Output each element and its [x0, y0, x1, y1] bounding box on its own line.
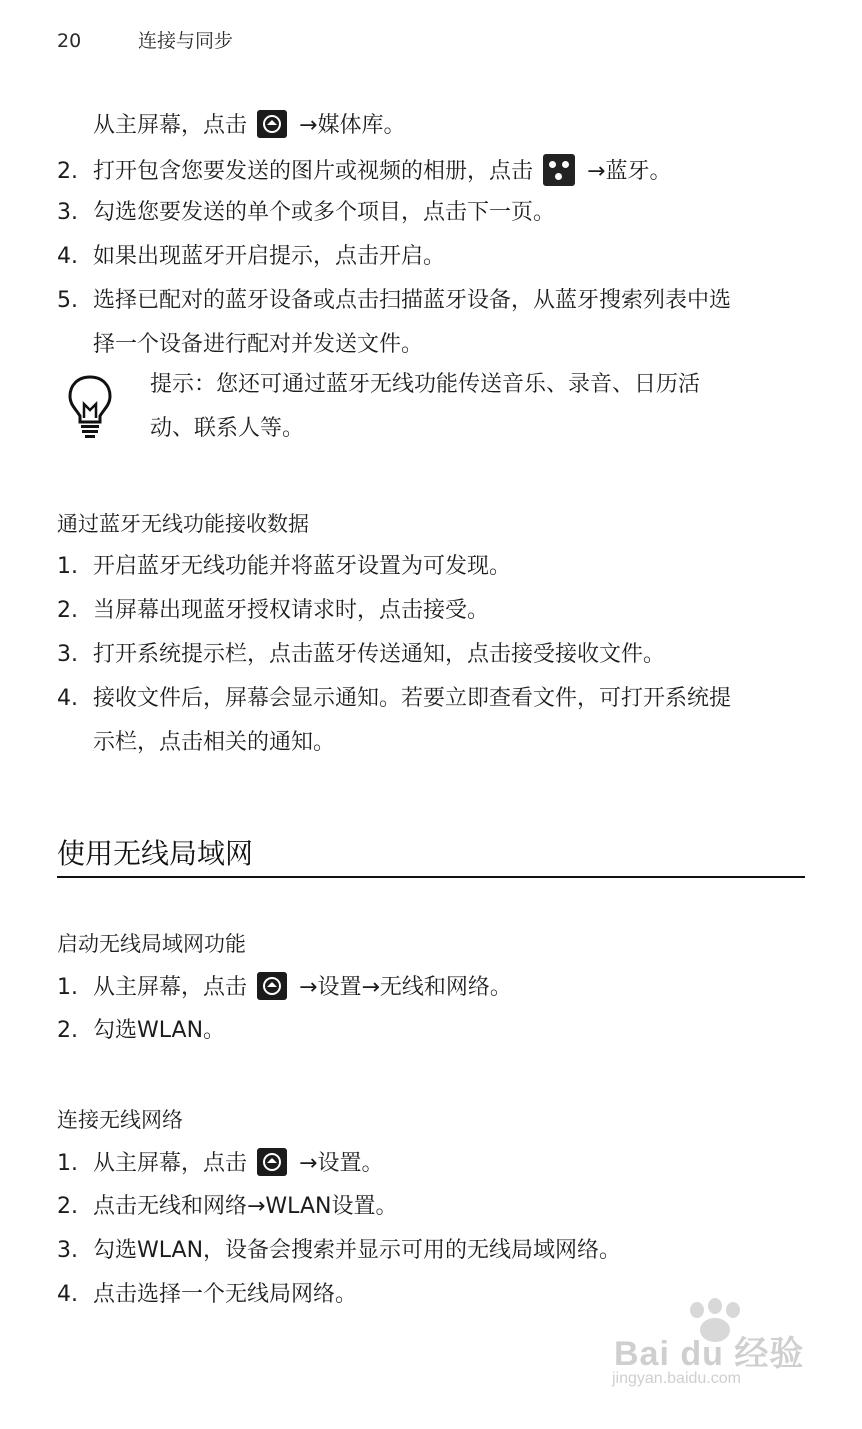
wlan-connect-step-3: 3. 勾选WLAN，设备会搜索并显示可用的无线局域网络。 — [57, 1238, 622, 1263]
bt-receive-step-2: 2. 当屏幕出现蓝牙授权请求时，点击接受。 — [57, 598, 490, 623]
bt-receive-step-4-cont: 示栏，点击相关的通知。 — [93, 730, 336, 755]
watermark-url: jingyan.baidu.com — [612, 1370, 741, 1387]
bt-send-step-1: 从主屏幕，点击 →媒体库。 — [93, 110, 405, 141]
page-number: 20 — [57, 30, 82, 52]
wlan-connect-title: 连接无线网络 — [57, 1108, 183, 1132]
tip-line-2: 动、联系人等。 — [150, 416, 305, 441]
section-title: 连接与同步 — [138, 30, 234, 52]
bt-send-step-5: 5. 选择已配对的蓝牙设备或点击扫描蓝牙设备，从蓝牙搜索列表中选 — [57, 288, 732, 313]
wlan-enable-title: 启动无线局域网功能 — [57, 932, 246, 956]
wlan-connect-step-4: 4. 点击选择一个无线局网络。 — [57, 1282, 358, 1307]
share-icon — [543, 154, 575, 186]
wlan-enable-step-1: 1. 从主屏幕，点击 →设置→无线和网络。 — [57, 972, 512, 1003]
wlan-connect-step-2: 2. 点击无线和网络→WLAN设置。 — [57, 1194, 398, 1219]
home-up-arrow-icon — [257, 110, 287, 138]
bt-send-step-4: 4. 如果出现蓝牙开启提示，点击开启。 — [57, 244, 446, 269]
page-header — [57, 26, 233, 53]
home-up-arrow-icon — [257, 1148, 287, 1176]
lightbulb-icon — [66, 374, 114, 440]
bt-receive-title: 通过蓝牙无线功能接收数据 — [57, 512, 309, 536]
bt-receive-step-1: 1. 开启蓝牙无线功能并将蓝牙设置为可发现。 — [57, 554, 512, 579]
wlan-enable-step-2: 2. 勾选WLAN。 — [57, 1018, 226, 1043]
watermark-brand: Bai du 经验 — [614, 1335, 805, 1373]
bt-receive-step-3: 3. 打开系统提示栏，点击蓝牙传送通知，点击接受接收文件。 — [57, 642, 666, 667]
home-up-arrow-icon — [257, 972, 287, 1000]
bt-send-step-2: 2. 打开包含您要发送的图片或视频的相册，点击 →蓝牙。 — [57, 154, 671, 187]
wlan-connect-step-1: 1. 从主屏幕，点击 →设置。 — [57, 1148, 383, 1179]
bt-send-step-5-cont: 择一个设备进行配对并发送文件。 — [93, 332, 424, 357]
bt-receive-step-4: 4. 接收文件后，屏幕会显示通知。若要立即查看文件，可打开系统提 — [57, 686, 732, 711]
bt-send-step-3: 3. 勾选您要发送的单个或多个项目，点击下一页。 — [57, 200, 556, 225]
tip-line-1: 提示：您还可通过蓝牙无线功能传送音乐、录音、日历活 — [150, 372, 701, 397]
heading-divider — [57, 876, 805, 878]
wlan-heading: 使用无线局域网 — [57, 837, 254, 870]
